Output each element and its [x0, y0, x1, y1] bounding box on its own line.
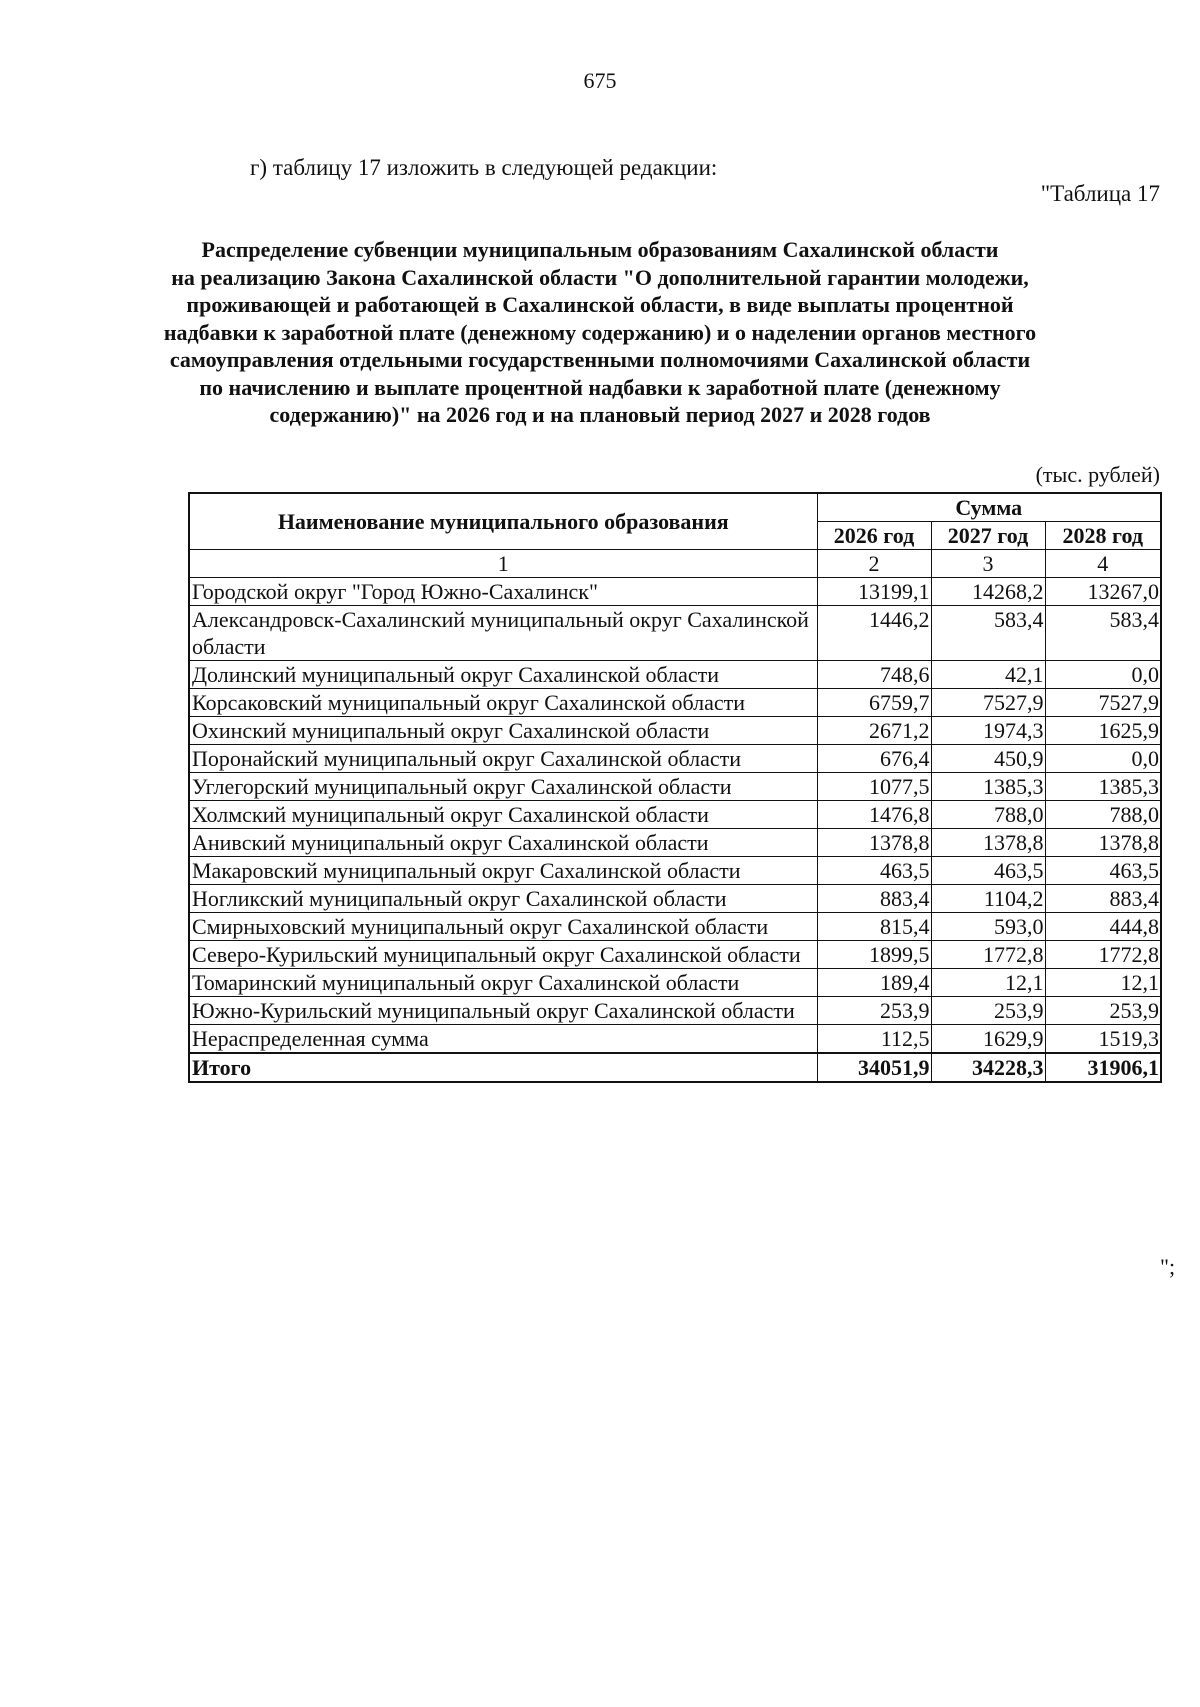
- table-row: [189, 829, 1161, 857]
- value-2026: 112,5: [817, 1025, 931, 1054]
- municipality-name: Поронайский муниципальный округ Сахалинской области: [189, 745, 817, 773]
- title-line: проживающей и работающей в Сахалинской области, в виде выплаты процентной: [186, 292, 1014, 317]
- table-row: [189, 857, 1161, 885]
- value-2027: 788,0: [931, 801, 1045, 829]
- municipality-name: Анивский муниципальный округ Сахалинской области: [189, 829, 817, 857]
- total-row: [189, 1053, 1161, 1082]
- value-2026: 1899,5: [817, 941, 931, 969]
- subsidy-table: [188, 492, 1162, 1083]
- value-2027: 12,1: [931, 969, 1045, 997]
- value-2027: 450,9: [931, 745, 1045, 773]
- value-2028: 13267,0: [1045, 578, 1161, 606]
- value-2026: 883,4: [817, 885, 931, 913]
- value-2028: 463,5: [1045, 857, 1161, 885]
- value-2027: 1104,2: [931, 885, 1045, 913]
- table-row: [189, 997, 1161, 1025]
- value-2026: 748,6: [817, 661, 931, 689]
- value-2027: 1385,3: [931, 773, 1045, 801]
- value-2026: 1446,2: [817, 606, 931, 661]
- value-2026: 1378,8: [817, 829, 931, 857]
- municipality-name: Холмский муниципальный округ Сахалинской области: [189, 801, 817, 829]
- value-2028: 1519,3: [1045, 1025, 1161, 1054]
- value-2026: 2671,2: [817, 717, 931, 745]
- table-title: [150, 236, 1050, 429]
- header-municipality-name: Наименование муниципального образования: [189, 493, 817, 550]
- municipality-name: Корсаковский муниципальный округ Сахалинской области: [189, 689, 817, 717]
- header-year-2027: 2027 год: [931, 522, 1045, 550]
- title-line: надбавки к заработной плате (денежному содержанию) и о наделении органов местного: [163, 319, 1037, 345]
- value-2028: 583,4: [1045, 606, 1161, 661]
- table-row: [189, 969, 1161, 997]
- title-line: самоуправления отдельными государственными полномочиями Сахалинской области: [169, 347, 1031, 372]
- table-row: [189, 689, 1161, 717]
- table-row: [189, 606, 1161, 661]
- value-2026: 189,4: [817, 969, 931, 997]
- table-row: [189, 801, 1161, 829]
- municipality-name: Южно-Курильский муниципальный округ Сахалинской области: [189, 997, 817, 1025]
- municipality-name: Ногликский муниципальный округ Сахалинской области: [189, 885, 817, 913]
- table-row: [189, 578, 1161, 606]
- value-2027: 1772,8: [931, 941, 1045, 969]
- header-year-2028: 2028 год: [1045, 522, 1161, 550]
- municipality-name: Александровск-Сахалинский муниципальный округ Сахалинской области: [189, 606, 817, 661]
- table-row: [189, 913, 1161, 941]
- value-2026: 463,5: [817, 857, 931, 885]
- value-2026: 6759,7: [817, 689, 931, 717]
- municipality-name: Смирныховский муниципальный округ Сахалинской области: [189, 913, 817, 941]
- value-2026: 1476,8: [817, 801, 931, 829]
- municipality-name: Долинский муниципальный округ Сахалинской области: [189, 661, 817, 689]
- value-2028: 1385,3: [1045, 773, 1161, 801]
- value-2028: 253,9: [1045, 997, 1161, 1025]
- total-2027: 34228,3: [931, 1053, 1045, 1082]
- value-2026: 13199,1: [817, 578, 931, 606]
- municipality-name: Томаринский муниципальный округ Сахалинской области: [189, 969, 817, 997]
- value-2028: 1625,9: [1045, 717, 1161, 745]
- value-2028: 1772,8: [1045, 941, 1161, 969]
- table-row: [189, 1025, 1161, 1054]
- total-label: Итого: [189, 1053, 817, 1082]
- title-line: на реализацию Закона Сахалинской области "О дополнительной гарантии молодежи,: [171, 264, 1029, 290]
- column-number: 1: [189, 550, 817, 578]
- value-2028: 12,1: [1045, 969, 1161, 997]
- value-2027: 1629,9: [931, 1025, 1045, 1054]
- total-2026: 34051,9: [817, 1053, 931, 1082]
- value-2027: 7527,9: [931, 689, 1045, 717]
- value-2027: 42,1: [931, 661, 1045, 689]
- column-number: 4: [1045, 550, 1161, 578]
- value-2027: 14268,2: [931, 578, 1045, 606]
- municipality-name: Углегорский муниципальный округ Сахалинской области: [189, 773, 817, 801]
- value-2028: 883,4: [1045, 885, 1161, 913]
- municipality-name: Охинский муниципальный округ Сахалинской области: [189, 717, 817, 745]
- value-2026: 1077,5: [817, 773, 931, 801]
- header-year-2026: 2026 год: [817, 522, 931, 550]
- value-2027: 1974,3: [931, 717, 1045, 745]
- title-line: Распределение субвенции муниципальным образованиям Сахалинской области: [201, 237, 999, 262]
- table-row: [189, 717, 1161, 745]
- column-number: 2: [817, 550, 931, 578]
- title-line: по начислению и выплате процентной надбавки к заработной плате (денежному: [199, 374, 1001, 400]
- value-2028: 0,0: [1045, 745, 1161, 773]
- value-2027: 1378,8: [931, 829, 1045, 857]
- value-2027: 583,4: [931, 606, 1045, 661]
- municipality-name: Макаровский муниципальный округ Сахалинской области: [189, 857, 817, 885]
- table-row: [189, 773, 1161, 801]
- value-2028: 0,0: [1045, 661, 1161, 689]
- units-label: (тыс. рублей): [1035, 462, 1160, 487]
- table-row: [189, 661, 1161, 689]
- value-2026: 815,4: [817, 913, 931, 941]
- header-sum: Сумма: [817, 493, 1161, 522]
- value-2027: 463,5: [931, 857, 1045, 885]
- column-number: 3: [931, 550, 1045, 578]
- closing-quote: ";: [1160, 1254, 1176, 1279]
- value-2028: 788,0: [1045, 801, 1161, 829]
- value-2027: 253,9: [931, 997, 1045, 1025]
- municipality-name: Городской округ "Город Южно-Сахалинск": [189, 578, 817, 606]
- instruction-text: г) таблицу 17 изложить в следующей редакции:: [250, 155, 718, 180]
- value-2028: 444,8: [1045, 913, 1161, 941]
- total-2028: 31906,1: [1045, 1053, 1161, 1082]
- table-row: [189, 745, 1161, 773]
- municipality-name: Северо-Курильский муниципальный округ Сахалинской области: [189, 941, 817, 969]
- value-2027: 593,0: [931, 913, 1045, 941]
- municipality-name: Нераспределенная сумма: [189, 1025, 817, 1054]
- value-2026: 253,9: [817, 997, 931, 1025]
- value-2028: 1378,8: [1045, 829, 1161, 857]
- title-line: содержанию)" на 2026 год и на плановый период 2027 и 2028 годов: [269, 402, 931, 427]
- value-2028: 7527,9: [1045, 689, 1161, 717]
- value-2026: 676,4: [817, 745, 931, 773]
- table-label: "Таблица 17: [1040, 181, 1160, 206]
- page-number: 675: [583, 68, 617, 93]
- table-row: [189, 941, 1161, 969]
- table-row: [189, 885, 1161, 913]
